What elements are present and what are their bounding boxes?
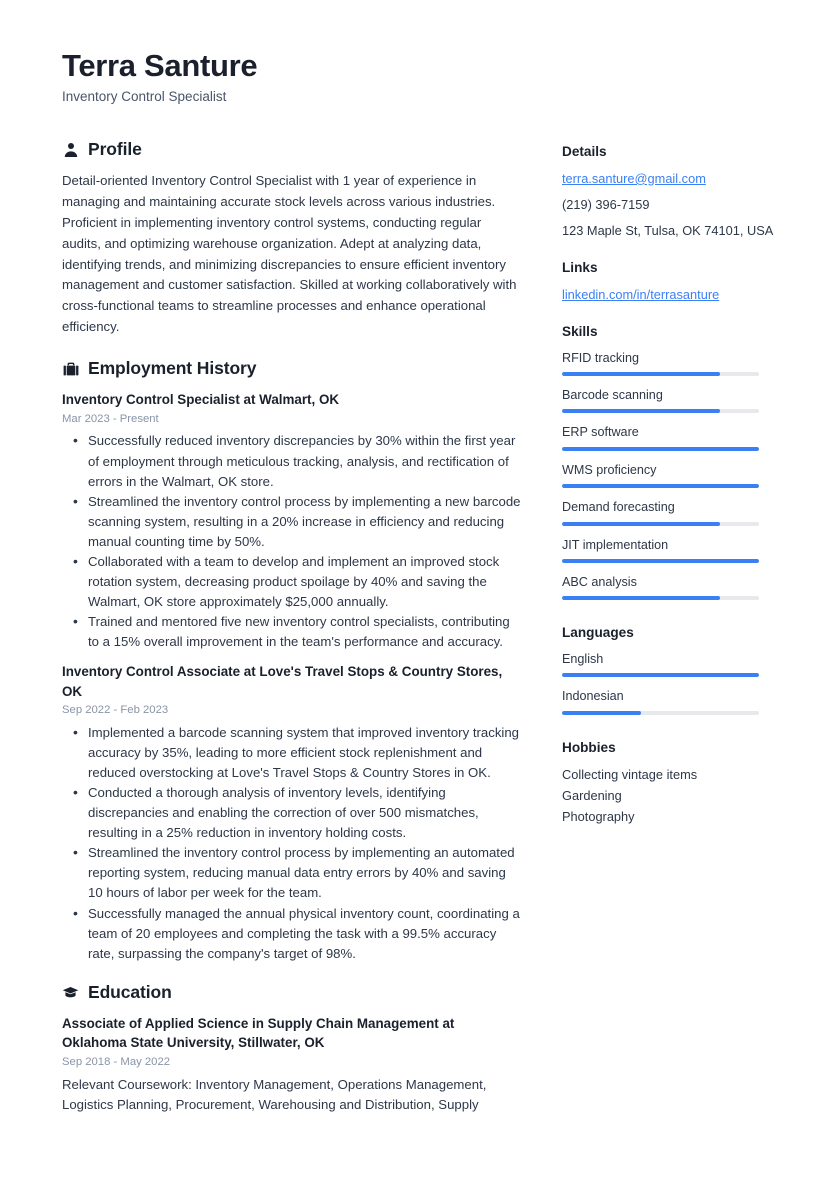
section-profile — [62, 139, 522, 338]
resume-header — [0, 0, 833, 105]
profile-summary-text: Detail-oriented Inventory Control Specialist with 1 year of experience in managing and maintaining accurate stock levels across various industries. Proficient in implementing inventory control systems, conducting regular audits, and optimizing warehouse organization. Adept at analyzing data, identifying trends, and minimizing discrepancies to ensure efficient inventory management and customer satisfaction. Skilled at working collaboratively with cross-functional teams to streamline processes and enhance operational efficiency. — [62, 173, 517, 335]
skill-item — [562, 499, 787, 525]
sidebar-column — [562, 139, 787, 847]
skill-item — [562, 387, 787, 413]
list-item: • Streamlined the inventory control process by implementing a new barcode scanning system, resulting in a 20% increase in efficiency and reducing manual counting time by 50%. — [62, 492, 522, 552]
employment-entry-list — [62, 390, 522, 964]
section-title-profile: Profile — [88, 139, 142, 160]
skill-level-track — [562, 484, 759, 488]
employment-entry — [62, 662, 522, 964]
skill-level-fill — [562, 409, 720, 413]
sidebar-title-links: Links — [562, 260, 598, 276]
list-item: • Trained and mentored five new inventory control specialists, contributing to a 15% overall improvement in the team's performance and accuracy. — [62, 612, 522, 652]
linkedin-link[interactable]: linkedin.com/in/terrasanture — [562, 286, 720, 302]
skill-level-track — [562, 372, 759, 376]
education-entry-description: Relevant Coursework: Inventory Management, Operations Management, Logistics Planning, Procurement, Warehousing and Distribution, Supply — [62, 1076, 487, 1112]
language-label: English — [562, 651, 604, 666]
language-level-fill — [562, 711, 641, 715]
resume-body-columns — [0, 139, 833, 1119]
employment-entry-title: Inventory Control Specialist at Walmart, OK — [62, 392, 340, 408]
skill-item — [562, 574, 787, 600]
language-level-fill — [562, 673, 759, 677]
skill-level-fill — [562, 559, 759, 563]
skill-item — [562, 424, 787, 450]
skill-label: ABC analysis — [562, 574, 637, 589]
section-title-education: Education — [88, 981, 172, 1002]
skill-level-track — [562, 559, 759, 563]
section-header-education — [62, 982, 522, 1003]
language-item — [562, 688, 787, 714]
employment-entry-date: Sep 2022 - Feb 2023 — [62, 704, 169, 716]
skill-level-fill — [562, 596, 720, 600]
graduation-cap-icon — [62, 984, 79, 1001]
skill-item — [562, 462, 787, 488]
employment-entry-bullets — [62, 431, 522, 652]
list-item: • Conducted a thorough analysis of inventory levels, identifying discrepancies and enabling the correction of over 500 mismatches, resulting in a 25% reduction in inventory holding costs. — [62, 783, 522, 843]
email-link[interactable]: terra.santure@gmail.com — [562, 170, 706, 186]
list-item: • Collaborated with a team to develop and implement an improved stock rotation system, decreasing product spoilage by 40% and saving the Walmart, OK store approximately $25,000 annually. — [62, 552, 522, 612]
hobby-item: Gardening — [562, 788, 622, 804]
employment-entry — [62, 390, 522, 652]
language-item — [562, 651, 787, 677]
skill-item — [562, 537, 787, 563]
list-item: • Implemented a barcode scanning system that improved inventory tracking accuracy by 35%, leading to more efficient stock replenishment and reduced overstocking at Love's Travel Stops & Country Stores in OK. — [62, 723, 522, 783]
section-header-profile — [62, 139, 522, 160]
list-item: • Streamlined the inventory control process by implementing an automated reporting system, reducing manual data entry errors by 40% and saving 10 hours of labor per week for the team. — [62, 843, 522, 903]
briefcase-icon — [62, 360, 79, 377]
skill-level-fill — [562, 522, 720, 526]
sidebar-block-links — [562, 259, 787, 303]
skill-level-fill — [562, 372, 720, 376]
main-column — [62, 139, 522, 1119]
section-education — [62, 982, 522, 1116]
employment-entry-bullets — [62, 723, 522, 964]
language-label: Indonesian — [562, 689, 624, 704]
sidebar-title-hobbies: Hobbies — [562, 739, 616, 755]
sidebar-block-hobbies — [562, 739, 787, 828]
employment-entry-date: Mar 2023 - Present — [62, 412, 159, 425]
sidebar-block-languages — [562, 624, 787, 714]
education-entry — [62, 1014, 522, 1116]
hobby-item: Photography — [562, 808, 635, 824]
section-employment-history — [62, 358, 522, 964]
skill-level-track — [562, 447, 759, 451]
person-icon — [62, 141, 79, 158]
skill-level-fill — [562, 484, 759, 488]
skill-level-fill — [562, 447, 759, 451]
list-item: • Successfully managed the annual physical inventory count, coordinating a team of 20 employees and completing the task with a 99.5% accuracy rate, surpassing the company's target of 98%. — [62, 904, 522, 964]
sidebar-title-skills: Skills — [562, 324, 598, 340]
education-entry-date: Sep 2018 - May 2022 — [62, 1055, 171, 1068]
skill-label: Demand forecasting — [562, 500, 675, 515]
employment-entry-title: Inventory Control Associate at Love's Travel Stops & Country Stores, OK — [62, 664, 503, 699]
skill-item — [562, 350, 787, 376]
section-header-employment — [62, 358, 522, 379]
skill-level-track — [562, 409, 759, 413]
language-level-track — [562, 673, 759, 677]
list-item: • Successfully reduced inventory discrepancies by 30% within the first year of employment through meticulous tracking, analysis, and rectification of errors in the Walmart, OK store. — [62, 431, 522, 491]
sidebar-title-languages: Languages — [562, 625, 634, 641]
skill-label: ERP software — [562, 425, 639, 440]
section-title-employment: Employment History — [88, 358, 257, 379]
skill-level-track — [562, 522, 759, 526]
page-title: Terra Santure — [62, 48, 258, 83]
skill-label: RFID tracking — [562, 350, 639, 365]
job-title-subtitle: Inventory Control Specialist — [62, 88, 227, 104]
skill-label: WMS proficiency — [562, 462, 657, 477]
hobby-item: Collecting vintage items — [562, 767, 698, 783]
skill-level-track — [562, 596, 759, 600]
skill-label: Barcode scanning — [562, 388, 663, 403]
sidebar-block-details — [562, 143, 787, 239]
skill-label: JIT implementation — [562, 537, 669, 552]
education-entry-title: Associate of Applied Science in Supply Chain Management at Oklahoma State University, Stillwater, OK — [62, 1015, 455, 1051]
address-line: 123 Maple St, Tulsa, OK 74101, USA — [562, 223, 774, 239]
language-level-track — [562, 711, 759, 715]
phone-number: (219) 396-7159 — [562, 197, 650, 212]
sidebar-title-details: Details — [562, 144, 607, 160]
sidebar-block-skills — [562, 323, 787, 600]
